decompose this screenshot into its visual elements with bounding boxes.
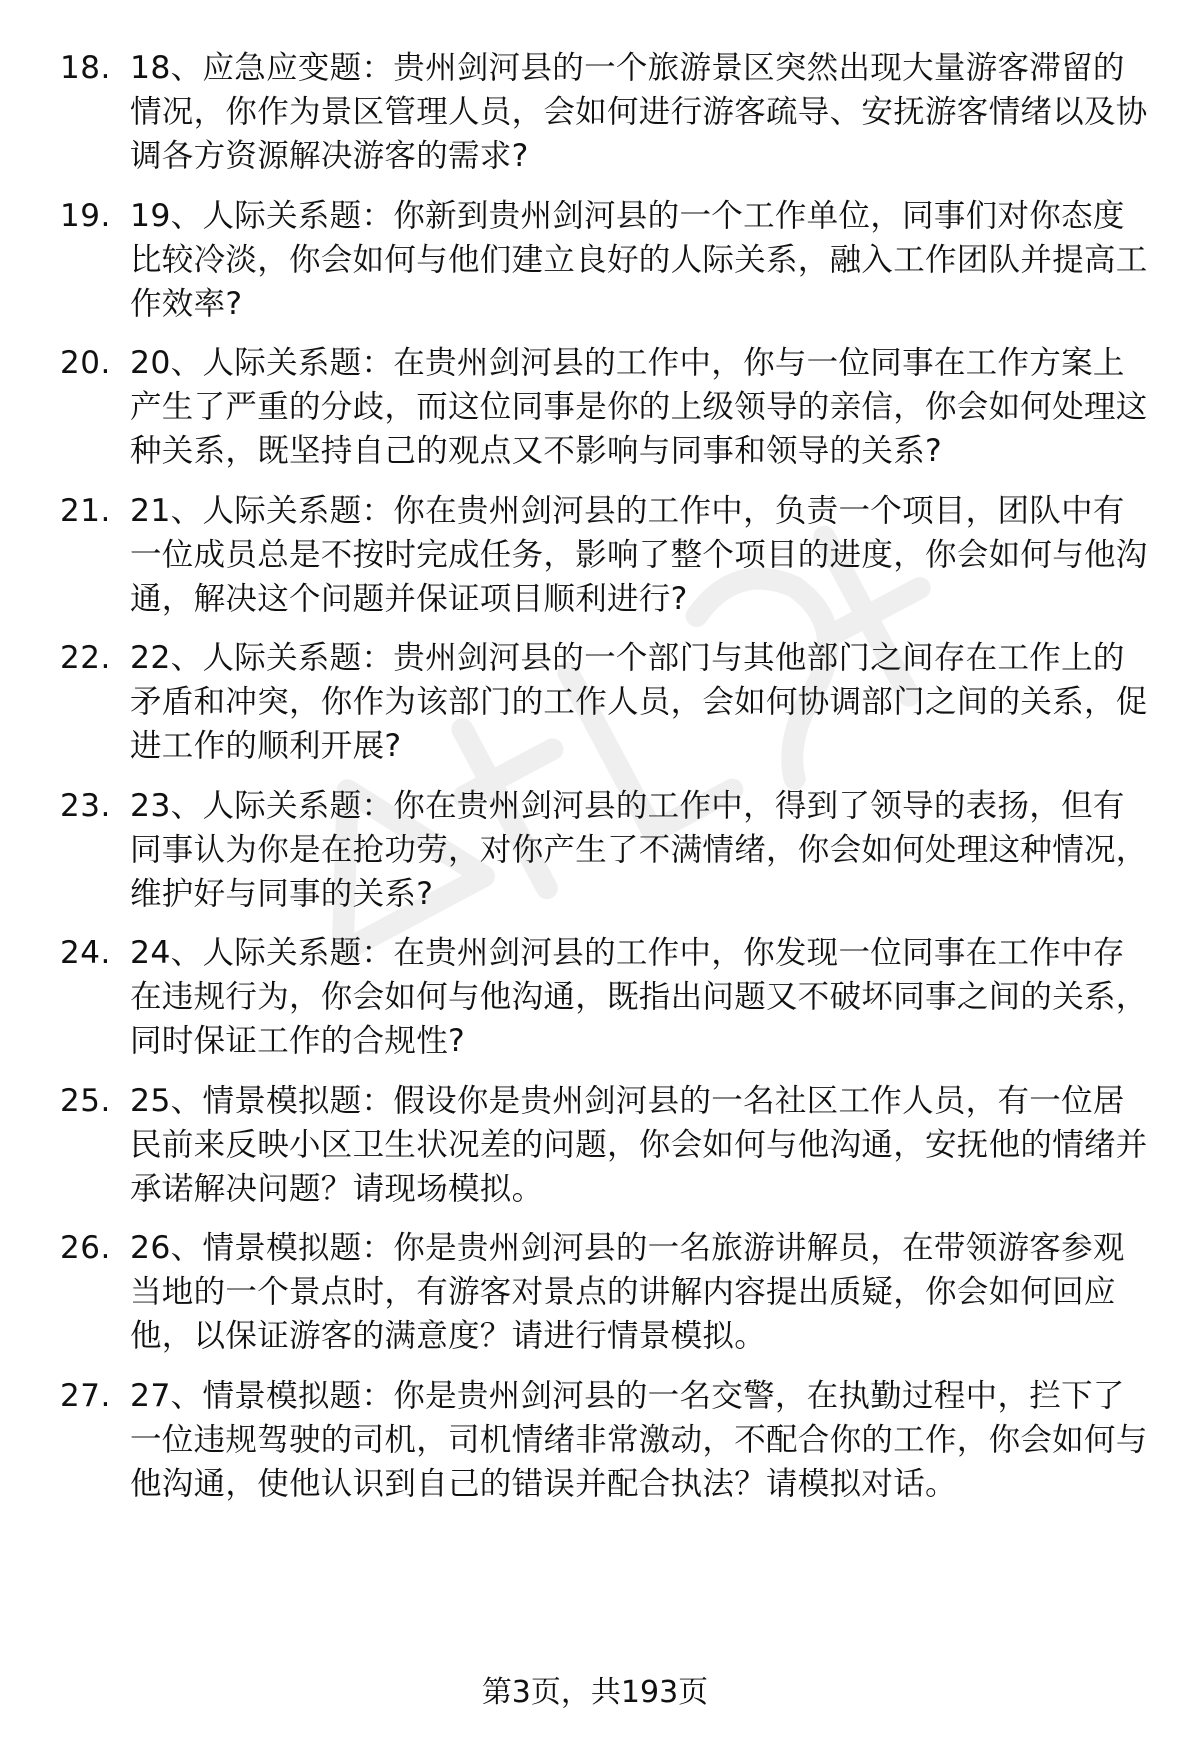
question-number: 21.: [60, 492, 111, 529]
question-number: 20.: [60, 345, 111, 381]
question-text: 20、人际关系题：在贵州剑河县的工作中，你与一位同事在工作方案上产生了严重的分歧，而这位同事是你的上级领导的亲信，你会如何处理这种关系，既坚持自己的观点又不影响与同事和领导的关系?: [130, 345, 1148, 469]
list-item: [60, 1374, 1150, 1506]
list-item: [60, 931, 1150, 1063]
question-text: 24、人际关系题：在贵州剑河县的工作中，你发现一位同事在工作中存在违规行为，你会如何与他沟通，既指出问题又不破坏同事之间的关系，同时保证工作的合规性?: [130, 935, 1148, 1059]
question-text: 22、人际关系题：贵州剑河县的一个部门与其他部门之间存在工作上的矛盾和冲突，你作为该部门的工作人员，会如何协调部门之间的关系，促进工作的顺利开展?: [130, 640, 1148, 764]
list-item: [60, 1226, 1150, 1358]
list-item: [60, 784, 1150, 916]
question-list: [60, 46, 1150, 1521]
list-item: [60, 489, 1150, 621]
list-item: [60, 636, 1150, 768]
question-text: 21、人际关系题：你在贵州剑河县的工作中，负责一个项目，团队中有一位成员总是不按时完成任务，影响了整个项目的进度，你会如何与他沟通，解决这个问题并保证项目顺利进行?: [130, 492, 1148, 617]
question-text: 26、情景模拟题：你是贵州剑河县的一名旅游讲解员，在带领游客参观当地的一个景点时，有游客对景点的讲解内容提出质疑，你会如何回应他，以保证游客的满意度？请进行情景模拟。: [130, 1230, 1125, 1354]
question-number: 24.: [60, 935, 111, 971]
question-number: 18.: [60, 50, 111, 86]
list-item: [60, 1079, 1150, 1211]
list-item: [60, 341, 1150, 473]
question-text: 19、人际关系题：你新到贵州剑河县的一个工作单位，同事们对你态度比较冷淡，你会如何与他们建立良好的人际关系，融入工作团队并提高工作效率?: [130, 197, 1148, 322]
list-item: [60, 46, 1150, 178]
question-number: 27.: [60, 1377, 111, 1414]
question-text: 23、人际关系题：你在贵州剑河县的工作中，得到了领导的表扬，但有同事认为你是在抢功劳，对你产生了不满情绪，你会如何处理这种情况，维护好与同事的关系?: [130, 787, 1148, 912]
list-item: [60, 194, 1150, 326]
question-number: 26.: [60, 1230, 111, 1266]
question-number: 22.: [60, 640, 111, 676]
page-footer: 第3页，共193页: [481, 1675, 709, 1710]
question-text: 25、情景模拟题：假设你是贵州剑河县的一名社区工作人员，有一位居民前来反映小区卫生状况差的问题，你会如何与他沟通，安抚他的情绪并承诺解决问题？请现场模拟。: [130, 1082, 1148, 1207]
question-text: 18、应急应变题：贵州剑河县的一个旅游景区突然出现大量游客滞留的情况，你作为景区管理人员，会如何进行游客疏导、安抚游客情绪以及协调各方资源解决游客的需求?: [130, 50, 1148, 174]
question-number: 25.: [60, 1082, 111, 1119]
question-number: 19.: [60, 197, 111, 234]
question-text: 27、情景模拟题：你是贵州剑河县的一名交警，在执勤过程中，拦下了一位违规驾驶的司机，司机情绪非常激动，不配合你的工作，你会如何与他沟通，使他认识到自己的错误并配合执法？请模拟对话。: [130, 1377, 1148, 1502]
question-number: 23.: [60, 787, 111, 824]
